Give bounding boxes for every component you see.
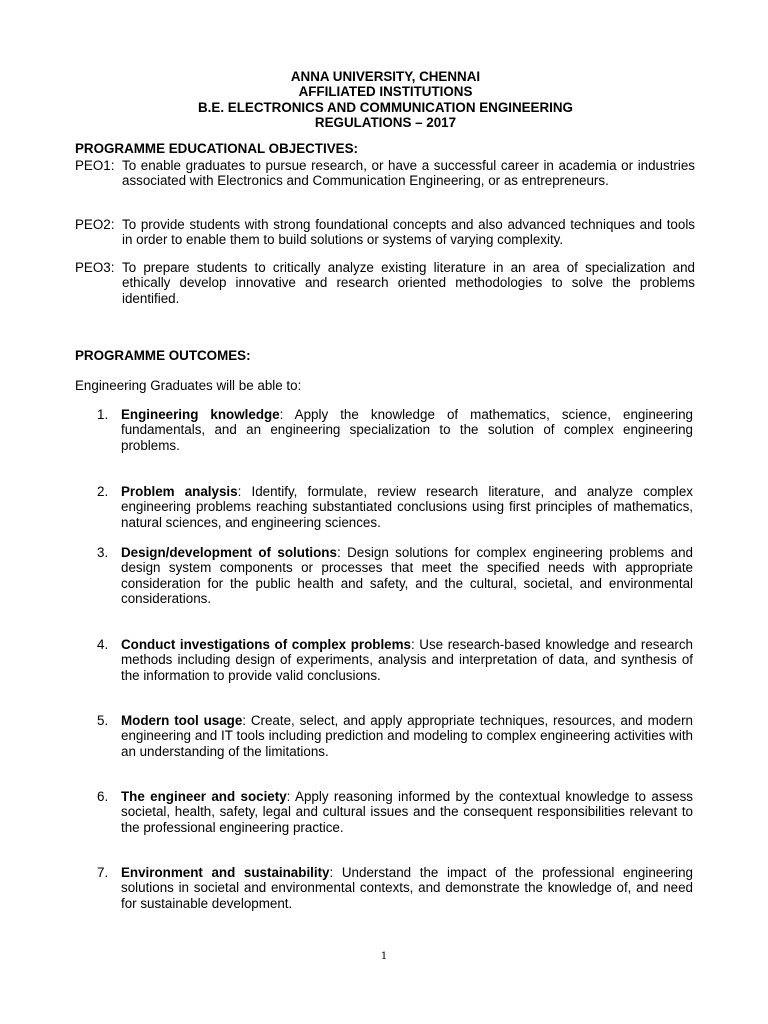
outcome-number: 1. [97,407,109,422]
outcome-text [121,407,693,453]
outcome-item-3 [97,545,693,606]
outcome-description: : Identify, formulate, review research literature, and analyze complex engineering problems reaching substantiated conclusions using first principles of mathematics, natural sciences, and engineering sciences. [121,484,693,530]
peo-text: To prepare students to critically analyze existing literature in an area of specialization and ethically develop innovative and research oriented methodologies to solve the problems identified. [122,260,695,306]
outcome-description: : Apply the knowledge of mathematics, science, engineering fundamentals, and an engineering specialization to the solution of complex engineering problems. [121,407,693,453]
outcome-title: Conduct investigations of complex problems [121,637,411,652]
peo-text: To provide students with strong foundational concepts and also advanced techniques and tools in order to enable them to build solutions or systems of varying complexity. [122,217,695,248]
outcome-title: Modern tool usage [121,713,243,728]
outcome-text [121,713,693,759]
peo-item-3 [75,260,695,306]
outcome-number: 6. [97,789,109,804]
page-number: 1 [380,951,388,962]
outcome-text [121,484,693,530]
outcome-description: : Use research-based knowledge and research methods including design of experiments, analysis and interpretation of data, and synthesis of the information to provide valid conclusions. [121,637,694,683]
programme-name: B.E. ELECTRONICS AND COMMUNICATION ENGINEERING [198,99,573,115]
university-name: ANNA UNIVERSITY, CHENNAI [290,69,481,84]
peo-label: PEO3: [75,260,115,275]
outcome-title: Engineering knowledge [121,407,280,422]
regulations-year: REGULATIONS – 2017 [314,114,457,130]
outcome-text [121,789,693,835]
outcome-description: : Create, select, and apply appropriate techniques, resources, and modern engineering and IT tools including prediction and modeling to complex engineering activities with an understanding of the limitations. [121,713,693,759]
outcome-text [121,865,693,911]
peo-item-1 [75,158,695,189]
outcome-title: The engineer and society [121,789,287,804]
outcome-number: 2. [97,484,109,499]
outcome-description: : Apply reasoning informed by the contextual knowledge to assess societal, health, safety, legal and cultural issues and the consequent responsibilities relevant to the professional engineering practice. [121,789,693,835]
outcome-item-2 [97,484,693,530]
outcome-item-7 [97,865,693,911]
outcome-number: 3. [97,545,109,560]
peo-heading: PROGRAMME EDUCATIONAL OBJECTIVES: [75,141,358,156]
outcome-title: Problem analysis [121,484,238,499]
peo-label: PEO1: [75,158,115,173]
outcome-item-1 [97,407,693,453]
peo-label: PEO2: [75,217,115,232]
outcome-text [121,637,693,683]
outcome-description: : Understand the impact of the professional engineering solutions in societal and environmental contexts, and demonstrate the knowledge of, and need for sustainable development. [121,865,693,911]
institution-type: AFFILIATED INSTITUTIONS [298,84,473,100]
po-heading: PROGRAMME OUTCOMES: [75,348,251,363]
outcome-text [121,545,693,606]
outcome-number: 4. [97,637,109,652]
outcome-number: 5. [97,713,109,728]
peo-text: To enable graduates to pursue research, or have a successful career in academia or industries associated with Electronics and Communication Engineering, or as entrepreneurs. [122,158,695,189]
outcome-title: Environment and sustainability [121,865,330,880]
outcome-title: Design/development of solutions [121,545,337,560]
peo-item-2 [75,217,695,248]
outcome-item-5 [97,713,693,759]
document-header [0,69,768,130]
po-intro: Engineering Graduates will be able to: [75,378,302,393]
outcome-number: 7. [97,865,109,880]
outcome-item-6 [97,789,693,835]
outcome-description: : Design solutions for complex engineering problems and design system components or processes that meet the specified needs with appropriate consideration for the public health and safety, and the cultural, societal, and environmental considerations. [121,545,693,606]
outcome-item-4 [97,637,693,683]
